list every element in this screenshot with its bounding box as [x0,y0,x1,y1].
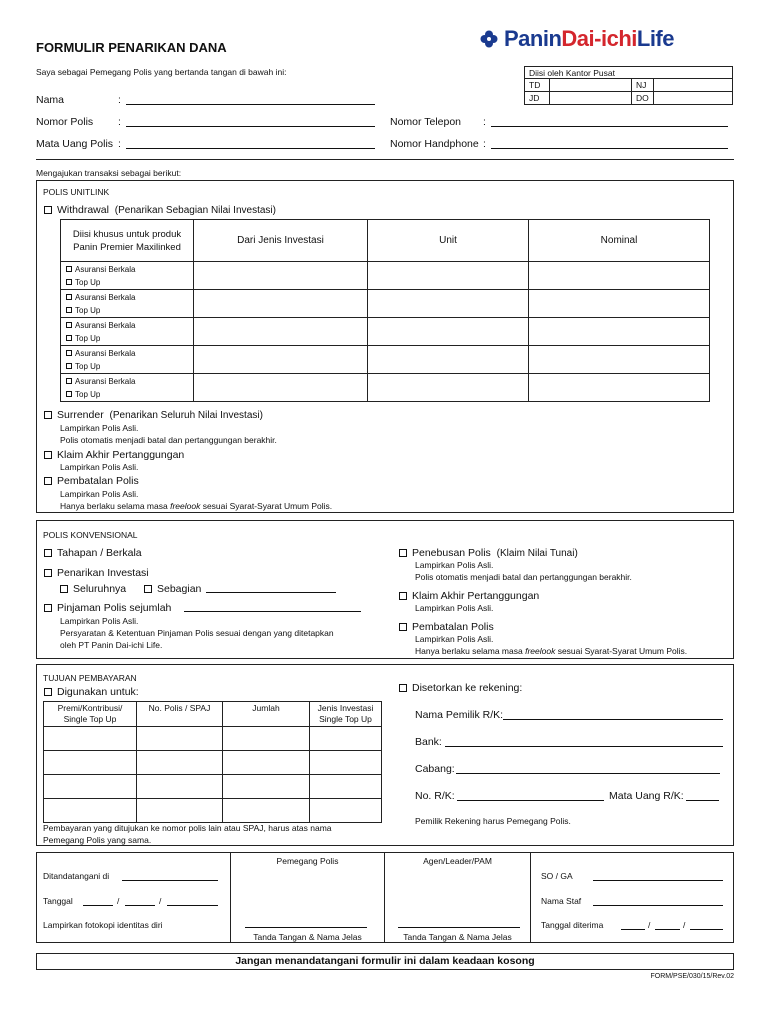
table-row [61,318,710,346]
colon: : [483,116,486,128]
asuransi-berkala-checkbox[interactable] [66,294,72,300]
seluruhnya-label: Seluruhnya [73,583,127,595]
klaim-unitlink-note: Lampirkan Polis Asli. [60,462,139,472]
usage-cell[interactable] [44,751,137,775]
pemegang-polis-signature-caption: Tanda Tangan & Nama Jelas [253,932,362,942]
digunakan-option[interactable] [44,686,139,698]
mata-uang-rk-input[interactable] [686,791,719,801]
surrender-label: Surrender [57,409,104,421]
colon: : [483,138,486,150]
pembatalan-unitlink-note-1: Lampirkan Polis Asli. [60,489,139,499]
agen-signature-line[interactable] [398,918,520,928]
nama-input[interactable] [126,95,375,105]
office-td-value[interactable] [550,79,632,92]
office-jd-value[interactable] [550,92,632,105]
clover-logo-icon [478,28,500,50]
surrender-note: (Penarikan Seluruh Nilai Investasi) [109,410,263,421]
usage-header-polis: No. Polis / SPAJ [137,702,223,727]
nominal-cell[interactable] [529,290,710,318]
usage-header-jenis: Jenis Investasi Single Top Up [310,702,382,727]
slash: / [117,896,120,906]
asuransi-berkala-checkbox[interactable] [66,378,72,384]
top-up-label: Top Up [75,333,101,343]
signature-divider [530,852,531,943]
asuransi-berkala-checkbox[interactable] [66,322,72,328]
disetorkan-option[interactable] [399,682,522,694]
unit-cell[interactable] [368,318,529,346]
colon: : [118,116,121,128]
withdrawal-label: Withdrawal [57,204,109,216]
tanggal-diterima-year-input[interactable] [690,920,723,930]
office-box-title: Diisi oleh Kantor Pusat [525,67,733,79]
withdrawal-table [60,219,710,402]
penarikan-option[interactable] [44,567,149,579]
penebusan-note-2: Polis otomatis menjadi batal dan pertanggungan berakhir. [415,572,632,582]
withdrawal-note: (Penarikan Sebagian Nilai Investasi) [114,205,276,216]
withdrawal-option[interactable] [44,204,276,216]
surrender-option[interactable] [44,409,263,421]
slash: / [159,896,162,906]
pinjaman-note-2: Persyaratan & Ketentuan Pinjaman Polis sesuai dengan yang ditetapkan [60,628,334,638]
top-up-checkbox[interactable] [66,391,72,397]
tahapan-option[interactable] [44,547,142,559]
intro-text: Saya sebagai Pemegang Polis yang bertanda tangan di bawah ini: [36,67,287,77]
investasi-cell[interactable] [194,346,368,374]
usage-cell[interactable] [223,775,310,799]
warning-banner: Jangan menandatangani formulir ini dalam keadaan kosong [36,953,734,970]
digunakan-label: Digunakan untuk: [57,686,139,698]
klaim-konv-label: Klaim Akhir Pertanggungan [412,590,540,602]
usage-cell[interactable] [310,775,382,799]
penebusan-note-1: Lampirkan Polis Asli. [415,560,494,570]
investasi-cell[interactable] [194,374,368,402]
ditandatangani-label: Ditandatangani di [43,871,110,881]
top-up-checkbox[interactable] [66,279,72,285]
cabang-label: Cabang: [415,763,455,775]
usage-cell[interactable] [310,751,382,775]
company-logo [478,26,674,52]
asuransi-berkala-label: Asuransi Berkala [75,376,136,386]
usage-cell[interactable] [137,775,223,799]
pembatalan-unitlink-label: Pembatalan Polis [57,475,139,487]
table-row [61,262,710,290]
tanggal-year-input[interactable] [167,896,218,906]
digunakan-checkbox[interactable] [44,688,52,696]
mata-uang-polis-label: Mata Uang Polis [36,138,114,150]
pembatalan-konv-note-1: Lampirkan Polis Asli. [415,634,494,644]
klaim-konv-checkbox[interactable] [399,592,407,600]
logo-wordmark [504,26,674,52]
klaim-unitlink-label: Klaim Akhir Pertanggungan [57,449,185,461]
pinjaman-note-3: oleh PT Panin Dai-ichi Life. [60,640,163,650]
withdrawal-header-nominal: Nominal [529,220,710,262]
slash: / [683,920,686,930]
office-nj-value[interactable] [654,79,733,92]
unitlink-section-title: POLIS UNITLINK [43,187,110,197]
usage-cell[interactable] [310,799,382,823]
product-options [61,318,194,346]
investasi-cell[interactable] [194,318,368,346]
bank-label: Bank: [415,736,442,748]
no-rk-input[interactable] [457,791,604,801]
penarikan-checkbox[interactable] [44,569,52,577]
usage-cell[interactable] [44,727,137,751]
freelook-text: freelook [170,501,201,511]
usage-cell[interactable] [137,727,223,751]
withdrawal-checkbox[interactable] [44,206,52,214]
pembatalan-konv-note-2 [415,646,687,656]
agen-header: Agen/Leader/PAM [423,856,492,866]
pemegang-polis-signature-line[interactable] [245,918,367,928]
table-row [44,799,382,823]
product-options [61,290,194,318]
surrender-note-1: Lampirkan Polis Asli. [60,423,139,433]
tanggal-label: Tanggal [43,896,73,906]
office-do-label: DO [632,92,654,105]
office-jd-label: JD [525,92,550,105]
note-text: sesuai Syarat-Syarat Umum Polis. [555,646,688,656]
pembatalan-unitlink-option[interactable] [44,475,139,487]
nama-pemilik-input[interactable] [503,710,723,720]
usage-cell[interactable] [44,775,137,799]
colon: : [118,94,121,106]
pinjaman-checkbox[interactable] [44,604,52,612]
so-ga-input[interactable] [593,871,723,881]
penebusan-checkbox[interactable] [399,549,407,557]
penarikan-label: Penarikan Investasi [57,567,149,579]
divider [36,159,734,160]
top-up-label: Top Up [75,277,101,287]
pembatalan-konv-checkbox[interactable] [399,623,407,631]
office-nj-label: NJ [632,79,654,92]
office-do-value[interactable] [654,92,733,105]
logo-panin: Panin [504,26,562,51]
note-text: Hanya berlaku selama masa [60,501,171,511]
tahapan-label: Tahapan / Berkala [57,547,142,559]
nama-pemilik-label: Nama Pemilik R/K: [415,709,504,721]
seluruhnya-checkbox[interactable] [60,585,68,593]
top-up-label: Top Up [75,305,101,315]
pembatalan-konv-option[interactable] [399,621,494,633]
nominal-cell[interactable] [529,318,710,346]
form-title: FORMULIR PENARIKAN DANA [36,40,227,55]
colon: : [118,138,121,150]
note-text: Hanya berlaku selama masa [415,646,526,656]
top-up-checkbox[interactable] [66,335,72,341]
logo-daiichi: Dai-ichi [561,26,637,51]
product-options [61,262,194,290]
investasi-cell[interactable] [194,290,368,318]
unit-cell[interactable] [368,262,529,290]
nominal-cell[interactable] [529,262,710,290]
seluruhnya-option[interactable] [60,583,126,595]
withdrawal-header-investasi: Dari Jenis Investasi [194,220,368,262]
nomor-polis-label: Nomor Polis [36,116,94,128]
sebagian-label: Sebagian [157,583,202,595]
form-code: FORM/PSE/030/15/Rev.02 [650,973,734,980]
asuransi-berkala-label: Asuransi Berkala [75,348,136,358]
mata-uang-rk-label: Mata Uang R/K: [609,790,684,802]
top-up-label: Top Up [75,389,101,399]
nominal-cell[interactable] [529,346,710,374]
pemilik-note: Pemilik Rekening harus Pemegang Polis. [415,816,571,826]
transaction-intro: Mengajukan transaksi sebagai berikut: [36,168,182,178]
penebusan-label: Penebusan Polis [412,547,491,559]
nomor-handphone-input[interactable] [491,139,728,149]
tanggal-diterima-month-input[interactable] [655,920,680,930]
asuransi-berkala-label: Asuransi Berkala [75,320,136,330]
surrender-note-2: Polis otomatis menjadi batal dan pertanggungan berakhir. [60,435,277,445]
usage-cell[interactable] [223,751,310,775]
sejumlah-label: sejumlah [129,602,172,614]
nama-label: Nama [36,94,65,106]
unit-cell[interactable] [368,374,529,402]
konvensional-section [36,520,734,659]
usage-header-premi: Premi/Kontribusi/ Single Top Up [44,702,137,727]
table-row [44,775,382,799]
pemegang-polis-header: Pemegang Polis [276,856,339,866]
table-row [61,346,710,374]
nomor-handphone-label: Nomor Handphone [390,138,479,150]
nomor-polis-input[interactable] [126,117,375,127]
usage-cell[interactable] [44,799,137,823]
asuransi-berkala-label: Asuransi Berkala [75,264,136,274]
office-td-label: TD [525,79,550,92]
pembatalan-unitlink-note-2 [60,501,332,511]
pembatalan-konv-label: Pembatalan Polis [412,621,494,633]
pinjaman-input[interactable] [184,602,361,612]
top-up-label: Top Up [75,361,101,371]
mata-uang-polis-input[interactable] [126,139,375,149]
product-options [61,374,194,402]
ditandatangani-input[interactable] [122,871,218,881]
tujuan-section-title: TUJUAN PEMBAYARAN [43,673,137,683]
payment-note-2: Pemegang Polis yang sama. [43,835,152,845]
pembatalan-unitlink-checkbox[interactable] [44,477,52,485]
pinjaman-note-1: Lampirkan Polis Asli. [60,616,139,626]
klaim-unitlink-checkbox[interactable] [44,451,52,459]
no-rk-label: No. R/K: [415,790,455,802]
usage-cell[interactable] [223,727,310,751]
tanggal-day-input[interactable] [83,896,113,906]
freelook-text: freelook [525,646,556,656]
bank-input[interactable] [445,737,723,747]
usage-cell[interactable] [137,751,223,775]
konvensional-section-title: POLIS KONVENSIONAL [43,530,138,540]
pinjaman-label: Pinjaman Polis [57,602,127,614]
note-text: sesuai Syarat-Syarat Umum Polis. [200,501,333,511]
usage-header-jumlah: Jumlah [223,702,310,727]
slash: / [648,920,651,930]
withdrawal-header-product: Diisi khusus untuk produk Panin Premier Maxilinked [61,220,194,262]
sebagian-input[interactable] [206,583,336,593]
office-use-box [524,66,733,105]
logo-life: Life [636,26,674,51]
agen-signature-caption: Tanda Tangan & Nama Jelas [403,932,512,942]
cabang-input[interactable] [456,764,720,774]
surrender-checkbox[interactable] [44,411,52,419]
nomor-telepon-input[interactable] [491,117,728,127]
table-row [44,727,382,751]
table-row [44,751,382,775]
klaim-konv-option[interactable] [399,590,539,602]
investasi-cell[interactable] [194,262,368,290]
top-up-checkbox[interactable] [66,307,72,313]
penebusan-note: (Klaim Nilai Tunai) [496,548,578,559]
tanggal-diterima-day-input[interactable] [621,920,645,930]
usage-cell[interactable] [223,799,310,823]
unit-cell[interactable] [368,290,529,318]
withdrawal-header-unit: Unit [368,220,529,262]
payment-usage-table [43,701,382,823]
asuransi-berkala-label: Asuransi Berkala [75,292,136,302]
unit-cell[interactable] [368,346,529,374]
klaim-unitlink-option[interactable] [44,449,184,461]
table-row [61,290,710,318]
usage-cell[interactable] [137,799,223,823]
disetorkan-label: Disetorkan ke rekening: [412,682,523,694]
asuransi-berkala-checkbox[interactable] [66,350,72,356]
lampirkan-identitas-label: Lampirkan fotokopi identitas diri [43,920,163,930]
asuransi-berkala-checkbox[interactable] [66,266,72,272]
tanggal-diterima-label: Tanggal diterima [541,920,604,930]
so-ga-label: SO / GA [541,871,573,881]
tanggal-month-input[interactable] [125,896,155,906]
tahapan-checkbox[interactable] [44,549,52,557]
nama-staf-label: Nama Staf [541,896,582,906]
table-row [61,374,710,402]
nomor-telepon-label: Nomor Telepon [390,116,462,128]
top-up-checkbox[interactable] [66,363,72,369]
disetorkan-checkbox[interactable] [399,684,407,692]
sebagian-option[interactable] [144,583,201,595]
pinjaman-option[interactable] [44,602,171,614]
nominal-cell[interactable] [529,374,710,402]
sebagian-checkbox[interactable] [144,585,152,593]
klaim-konv-note: Lampirkan Polis Asli. [415,603,494,613]
product-options [61,346,194,374]
penebusan-option[interactable] [399,547,578,559]
payment-note-1: Pembayaran yang ditujukan ke nomor polis lain atau SPAJ, harus atas nama [43,823,332,833]
nama-staf-input[interactable] [593,896,723,906]
usage-cell[interactable] [310,727,382,751]
